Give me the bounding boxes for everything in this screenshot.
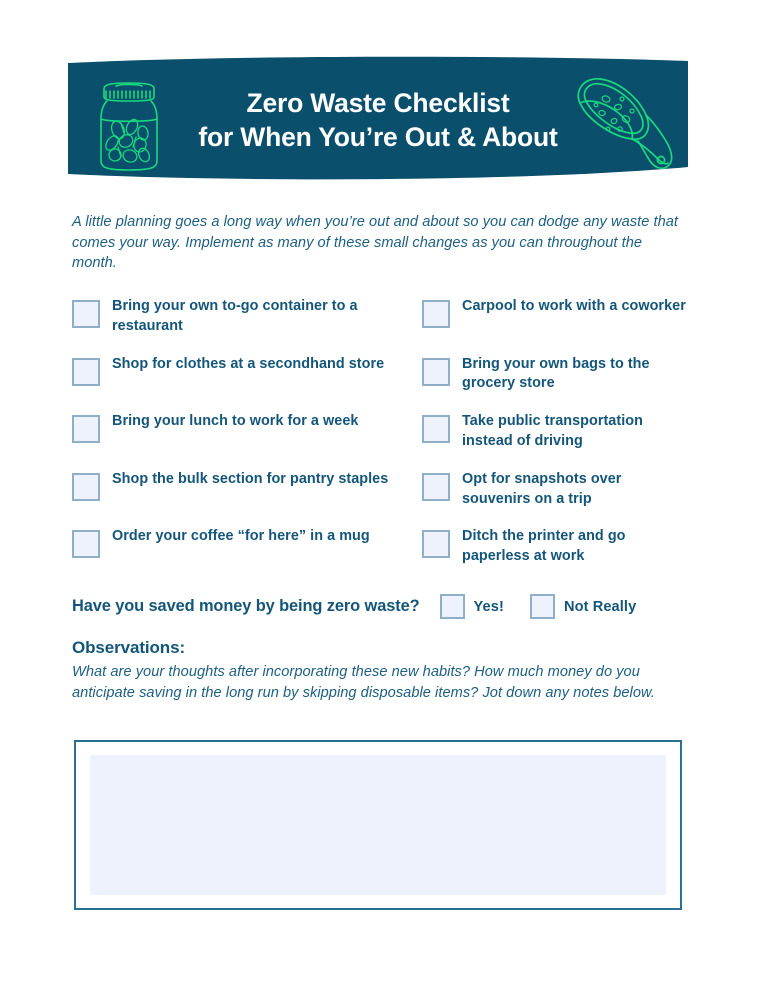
checklist-item-right-5[interactable] [422,526,688,584]
notes-input-area[interactable] [90,755,666,895]
header-banner [68,55,688,182]
checklist-grid [72,296,688,584]
checkbox-right-3[interactable] [422,415,450,443]
checklist-label: Opt for snapshots over souvenirs on a trip [462,470,622,507]
checklist-item-right-3[interactable] [422,411,688,469]
checklist-label: Bring your own bags to the grocery store [462,355,650,392]
checklist-label: Shop for clothes at a secondhand store [112,355,385,372]
title-line-2: for When You’re Out & About [198,122,558,152]
checkbox-left-5[interactable] [72,530,100,558]
checkbox-right-2[interactable] [422,358,450,386]
checklist-item-left-5[interactable] [72,526,422,584]
checklist-item-right-1[interactable] [422,296,688,354]
checklist-item-right-4[interactable] [422,469,688,527]
checkbox-left-2[interactable] [72,358,100,386]
checklist-item-left-3[interactable] [72,411,422,469]
checklist-item-left-4[interactable] [72,469,422,527]
checklist-item-left-2[interactable] [72,354,422,412]
checklist-label: Bring your lunch to work for a week [112,413,359,430]
option-label-not-really: Not Really [563,598,637,615]
intro-paragraph: A little planning goes a long way when you’re out and about so you can dodge any waste that comes your way. Implement as many of these small changes as you can throughout the month. [72,214,679,272]
checkbox-right-4[interactable] [422,473,450,501]
checklist-label: Order your coffee “for here” in a mug [112,528,370,545]
checkbox-left-1[interactable] [72,300,100,328]
checklist-label: Carpool to work with a coworker [462,298,686,314]
page-title [68,55,688,182]
saved-money-option-not-really[interactable] [530,594,636,619]
checkbox-left-3[interactable] [72,415,100,443]
title-line-1: Zero Waste Checklist [246,87,510,118]
option-label-yes: Yes! [473,598,504,615]
observations-prompt: What are your thoughts after incorporating these new habits? How much money do you anticipate saving in the long run by skipping disposable items? Jot down any notes below. [72,664,655,701]
saved-money-row [72,594,688,619]
checkbox-right-1[interactable] [422,300,450,328]
checkbox-left-4[interactable] [72,473,100,501]
checkbox-right-5[interactable] [422,530,450,558]
checklist-label: Ditch the printer and go paperless at work [462,528,626,565]
checklist-item-left-1[interactable] [72,296,422,354]
notes-box[interactable] [74,740,682,910]
saved-money-question: Have you saved money by being zero waste? [72,597,420,615]
checklist-label: Shop the bulk section for pantry staples [112,470,389,487]
checklist-item-right-2[interactable] [422,354,688,412]
checkbox-yes[interactable] [440,594,465,619]
checklist-label: Bring your own to-go container to a restaurant [112,298,358,334]
checklist-label: Take public transportation instead of driving [462,413,643,450]
checkbox-not-really[interactable] [530,594,555,619]
observations-heading: Observations: [72,638,186,657]
saved-money-option-yes[interactable] [440,594,504,619]
